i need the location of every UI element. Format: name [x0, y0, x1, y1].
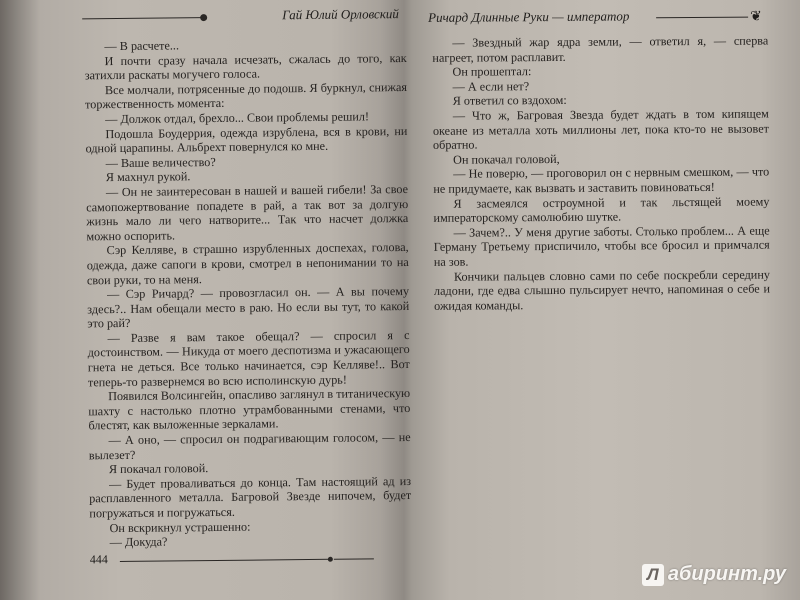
- author-name: Гай Юлий Орловский: [282, 6, 399, 23]
- paragraph: — Должок отдал, брехло... Свои проблемы решил!: [105, 109, 370, 127]
- footer-ornament-dot: [328, 557, 333, 562]
- paragraph: И почти сразу начала исчезать, сжалась до того, как затихли раскаты могучего голоса.: [84, 50, 407, 83]
- ornament-right: [656, 17, 748, 19]
- right-running-head: [428, 8, 768, 30]
- ornament-dot-left: [200, 14, 207, 21]
- paragraph: — Докуда?: [109, 534, 168, 550]
- left-page: [22, 0, 412, 600]
- right-page-body: [432, 33, 770, 313]
- paragraph: — Сэр Ричард? — провозгласил он. — А вы почему здесь?.. Нам обещали место в раю. Но если вы тут, то какой это рай?: [87, 284, 410, 331]
- paragraph: — Звездный жар ядра земли, — ответил я, — сперва нагреет, потом расплавит.: [432, 33, 769, 65]
- left-running-head: [82, 6, 412, 29]
- watermark-text: абиринт.ру: [667, 563, 786, 585]
- paragraph: — Зачем?.. У меня другие заботы. Столько проблем... А еще Герману Третьему приспичило, чтобы все бросил и примчался на зов.: [433, 223, 770, 269]
- paragraph: Он покачал головой,: [453, 151, 560, 167]
- paragraph: Он вскрикнул устрашенно:: [109, 519, 251, 535]
- paragraph: Я покачал головой.: [108, 461, 209, 477]
- right-page: [410, 0, 786, 600]
- footer-rule-end: [334, 558, 374, 559]
- paragraph: Все молчали, потрясенные до подошв. Я буркнул, снижая торжественность момента:: [85, 79, 408, 112]
- paragraph: — Разве я вам такое обещал? — спросил я с достоинством. — Никуда от моего деспотизма и ужасающего гнета не деться. Все только начинается, сэр Келляве!.. Вот теперь-то развернемся во всю исполинскую дурь!: [87, 327, 410, 389]
- labirint-logo-icon: Л: [642, 564, 664, 586]
- labirint-watermark: [642, 563, 786, 586]
- ornament-left: [82, 17, 202, 19]
- paragraph: — А если нет?: [452, 78, 530, 94]
- paragraph: — А оно, — спросил он подрагивающим голосом, — не вылезет?: [88, 429, 411, 462]
- paragraph: Я ответил со вздохом:: [452, 93, 567, 109]
- ornament-flourish-icon: ❦: [750, 9, 762, 25]
- paragraph: — Не поверю, — проговорил он с нервным смешком, — что не придумаете, как вызвать и заставить повиноваться!: [433, 164, 770, 196]
- paragraph: — Будет проваливаться до конца. Там настоящий ад из расплавленного металла. Багровой Звезде нипочем, будет погружаться и погружаться.: [89, 473, 412, 521]
- paragraph: Я засмеялся остроумной и так льстящей моему императорскому самолюбию шутке.: [433, 194, 770, 225]
- paragraph: Он прошептал:: [452, 64, 532, 79]
- paragraph: — Он не заинтересован в нашей и вашей гибели! За свое самопожертвование попадете в рай, а так вот за долгую жизнь мало ли чего натворите... Так что насчет должка можно оспорить.: [86, 181, 409, 244]
- book-title: Ричард Длинные Руки — император: [428, 8, 630, 25]
- paragraph: Появился Волсингейн, опасливо заглянул в титаническую шахту с настолько плотно утрамбованными стенами, что блестят, как выложенные зеркалами.: [88, 386, 411, 433]
- paragraph: Сэр Келляве, в страшно изрубленных доспехах, голова, одежда, даже сапоги в крови, смотрел в непонимании то на свои руки, то на меня.: [86, 240, 409, 287]
- paragraph: — Ваше величество?: [105, 154, 216, 170]
- paragraph: — Что ж, Багровая Звезда будет ждать в том кипящем океане из металла хоть миллионы лет, пока кто-то не вызовет обратно.: [432, 106, 769, 152]
- page-number: 444: [89, 552, 108, 567]
- paragraph: Кончики пальцев словно сами по себе поскребли середину ладони, где едва слышно пульсирует нечто, напоминая о себе и ожидая команды.: [433, 266, 771, 313]
- paragraph: Подошла Боудеррия, одежда изрублена, вся в крови, ни одной царапины. Альбрехт повернулся ко мне.: [85, 123, 408, 156]
- footer-rule: [120, 559, 330, 562]
- left-page-body: [84, 36, 411, 550]
- paragraph: Я махнул рукой.: [105, 169, 191, 185]
- paragraph: — В расчете...: [104, 38, 180, 54]
